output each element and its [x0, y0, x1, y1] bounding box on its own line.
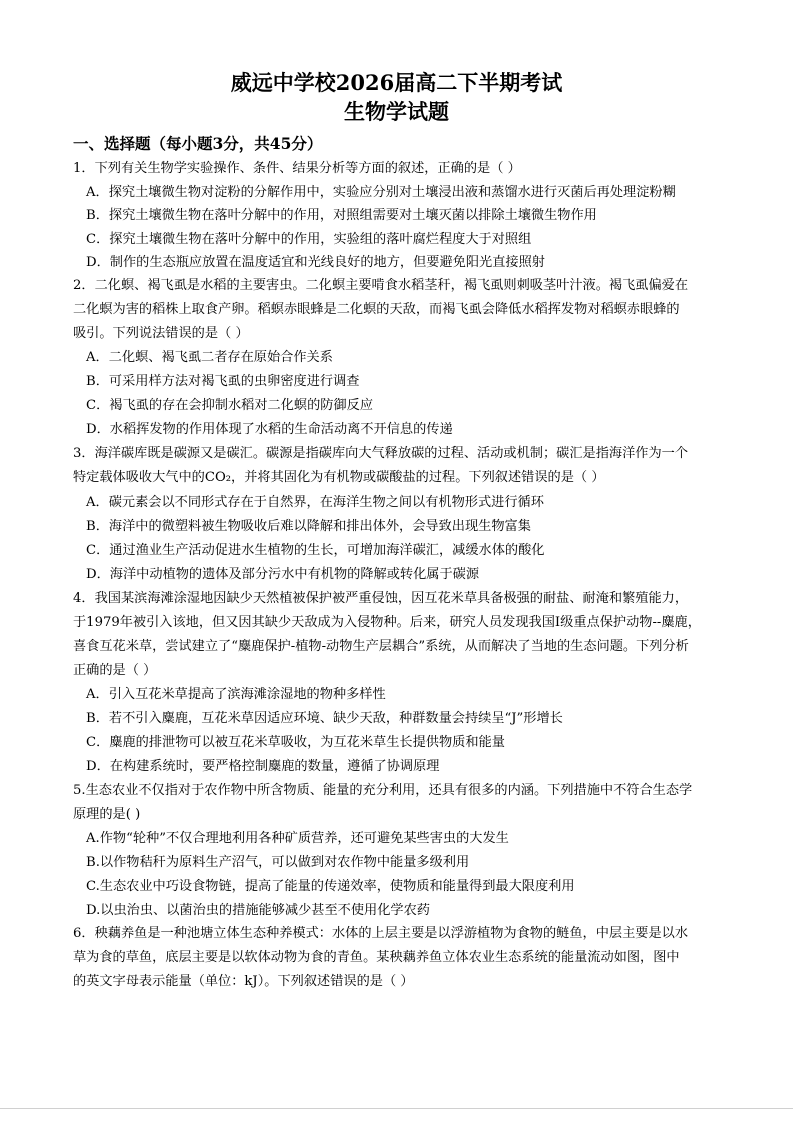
question-2-stem-line-3: 吸引。下列说法错误的是（ ）	[73, 326, 249, 341]
question-3-option-d: D．海洋中动植物的遗体及部分污水中有机物的降解或转化属于碳源	[86, 567, 480, 582]
question-6-stem-line-1: 6．秧藕养鱼是一种池塘立体生态种养模式：水体的上层主要是以浮游植物为食物的鲢鱼，中层主要是以水	[73, 926, 689, 941]
question-1-option-c: C．探究土壤微生物在落叶分解中的作用，实验组的落叶腐烂程度大于对照组	[86, 232, 532, 247]
question-1-option-b: B．探究土壤微生物在落叶分解中的作用，对照组需要对土壤灭菌以排除土壤微生物作用	[86, 208, 597, 223]
question-1-option-d: D．制作的生态瓶应放置在温度适宜和光线良好的地方，但要避免阳光直接照射	[86, 255, 545, 270]
question-5-stem-line-2: 原理的是( )	[73, 807, 141, 822]
question-4-stem-line-3: 喜食互花米草，尝试建立了“麋鹿保护-植物-动物生产层耦合”系统，从而解决了当地的生态问题。下列分析	[73, 639, 689, 654]
question-6-stem-line-3: 的英文字母表示能量（单位：kJ）。下列叙述错误的是（ ）	[73, 974, 414, 989]
exam-subtitle: 生物学试题	[344, 99, 449, 124]
question-4-option-d: D．在构建系统时，要严格控制麋鹿的数量，遵循了协调原理	[86, 759, 440, 774]
question-3-option-b: B．海洋中的微塑料被生物吸收后难以降解和排出体外，会导致出现生物富集	[86, 519, 531, 534]
question-2-option-c: C．褐飞虱的存在会抑制水稻对二化螟的防御反应	[86, 398, 374, 413]
question-3-option-c: C．通过渔业生产活动促进水生植物的生长，可增加海洋碳汇，减缓水体的酸化	[86, 543, 545, 558]
page-bottom-rule	[0, 1108, 793, 1109]
question-3-stem-line-2: 特定载体吸收大气中的CO₂，并将其固化为有机物或碳酸盐的过程。下列叙述错误的是（ ）	[73, 470, 605, 485]
question-4-stem-line-4: 正确的是（ ）	[73, 663, 157, 678]
question-4-stem-line-1: 4．我国某滨海滩涂湿地因缺少天然植被保护被严重侵蚀，因互花米草具备极强的耐盐、耐淹和繁殖能力，	[73, 591, 689, 606]
section-heading: 一、选择题（每小题3分，共45分）	[73, 134, 323, 153]
question-2-stem-line-2: 二化螟为害的稻株上取食产卵。稻螟赤眼蜂是二化螟的天敌，而褐飞虱会降低水稻挥发物对稻螟赤眼蜂的	[73, 302, 680, 317]
question-3-stem-line-1: 3．海洋碳库既是碳源又是碳汇。碳源是指碳库向大气释放碳的过程、活动或机制；碳汇是指海洋作为一个	[73, 446, 689, 461]
question-5-option-c: C.生态农业中巧设食物链，提高了能量的传递效率，使物质和能量得到最大限度利用	[86, 879, 575, 894]
question-5-option-b: B.以作物秸秆为原料生产沼气，可以做到对农作物中能量多级利用	[86, 855, 470, 870]
question-2-option-d: D．水稻挥发物的作用体现了水稻的生命活动离不开信息的传递	[86, 422, 453, 437]
question-5-option-a: A.作物“轮种”不仅合理地利用各种矿质营养，还可避免某些害虫的大发生	[86, 831, 509, 846]
question-5-stem-line-1: 5.生态农业不仅指对于农作物中所含物质、能量的充分利用，还具有很多的内涵。下列措施中不符合生态学	[73, 783, 693, 798]
question-2-option-b: B．可采用样方法对褐飞虱的虫卵密度进行调查	[86, 374, 360, 389]
question-4-option-a: A．引入互花米草提高了滨海滩涂湿地的物种多样性	[86, 687, 386, 702]
question-4-option-b: B．若不引入麋鹿，互花米草因适应环境、缺少天敌，种群数量会持续呈“J”形增长	[86, 711, 563, 726]
question-4-stem-line-2: 于1979年被引入该地，但又因其缺少天敌成为入侵物种。后来，研究人员发现我国Ⅰ级重点保护动物--麋鹿，	[73, 615, 701, 630]
exam-title: 威远中学校2026届高二下半期考试	[230, 70, 563, 95]
question-6-stem-line-2: 草为食的草鱼，底层主要是以软体动物为食的青鱼。某秧藕养鱼立体农业生态系统的能量流动如图，图中	[73, 950, 680, 965]
question-2-option-a: A．二化螟、褐飞虱二者存在原始合作关系	[86, 350, 333, 365]
question-5-option-d: D.以虫治虫、以菌治虫的措施能够减少甚至不使用化学农药	[86, 903, 430, 918]
question-1-stem: 1．下列有关生物学实验操作、条件、结果分析等方面的叙述，正确的是（ ）	[73, 161, 521, 176]
question-4-option-c: C．麋鹿的排泄物可以被互花米草吸收，为互花米草生长提供物质和能量	[86, 735, 505, 750]
question-2-stem-line-1: 2．二化螟、褐飞虱是水稻的主要害虫。二化螟主要啃食水稻茎秆，褐飞虱则刺吸茎叶汁液。褐飞虱偏爱在	[73, 278, 689, 293]
question-3-option-a: A．碳元素会以不同形式存在于自然界，在海洋生物之间以有机物形式进行循环	[86, 495, 544, 510]
question-1-option-a: A．探究土壤微生物对淀粉的分解作用中，实验应分别对土壤浸出液和蒸馏水进行灭菌后再处理淀粉糊	[86, 185, 676, 200]
